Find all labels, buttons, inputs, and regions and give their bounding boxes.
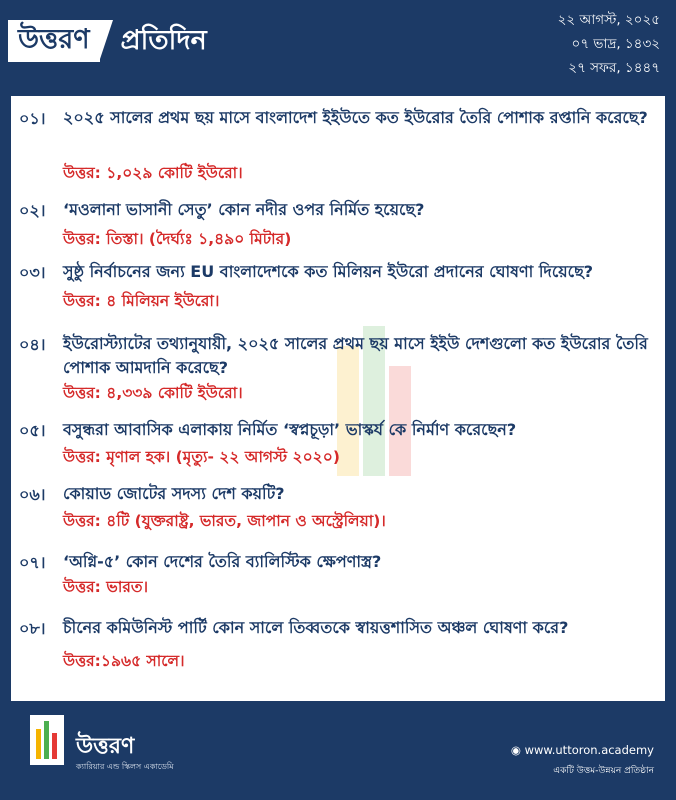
question-number: ০৫। <box>19 421 46 440</box>
answer-text: উত্তর: তিস্তা। (দৈর্ঘ্যঃ ১,৪৯০ মিটার) <box>63 230 292 248</box>
answer-text: উত্তর: ভারত। <box>63 578 149 596</box>
question-number: ০৭। <box>19 553 46 572</box>
brand-slash-shape <box>99 20 113 62</box>
question-text: বসুন্ধরা আবাসিক এলাকায় নির্মিত ‘স্বপ্নচূড়া’ ভাস্কর্য কে নির্মাণ করেছেন? <box>63 420 517 439</box>
brand-part2: প্রতিদিন <box>120 25 207 56</box>
question-number: ০৪। <box>19 335 46 354</box>
question-text: ২০২৫ সালের প্রথম ছয় মাসে বাংলাদেশ ইইউতে কত ইউরোর তৈরি পোশাক রপ্তানি করেছে? <box>63 108 648 127</box>
question-text: ইউরোস্ট্যাটের তথ্যানুযায়ী, ২০২৫ সালের প্রথম ছয় মাসে ইইউ দেশগুলো কত ইউরোর তৈরি পোশাক আমদানি করেছে? <box>63 334 648 377</box>
globe-icon: ◉ <box>510 743 521 757</box>
footer-tagline: একটি উত্তম-উন্নয়ন প্রতিষ্ঠান <box>553 766 654 776</box>
answer-text: উত্তর: মৃণাল হক। (মৃত্যু- ২২ আগস্ট ২০২০) <box>63 448 340 466</box>
question-number: ০৮। <box>19 619 46 638</box>
date-gregorian: ২২ আগস্ট, ২০২৫ <box>557 12 660 28</box>
question-text: ‘মওলানা ভাসানী সেতু’ কোন নদীর ওপর নির্মিত হয়েছে? <box>63 200 425 219</box>
header <box>0 0 676 92</box>
footer <box>0 701 676 800</box>
question-number: ০২। <box>19 201 46 220</box>
brand-logo <box>8 20 207 62</box>
answer-text: উত্তর: ৪,৩৩৯ কোটি ইউরো। <box>63 384 243 402</box>
logo-name: উত্তরণ <box>76 734 135 759</box>
question-text: সুষ্ঠু নির্বাচনের জন্য EU বাংলাদেশকে কত মিলিয়ন ইউরো প্রদানের ঘোষণা দিয়েছে? <box>63 262 594 281</box>
uttoron-logo-icon <box>30 715 64 765</box>
answer-text: উত্তর: ৪ মিলিয়ন ইউরো। <box>63 292 220 310</box>
question-text: কোয়াড জোটের সদস্য দেশ কয়টি? <box>63 484 285 503</box>
date-hijri: ২৭ সফর, ১৪৪৭ <box>568 60 660 76</box>
question-text: ‘অগ্নি-৫’ কোন দেশের তৈরি ব্যালিস্টিক ক্ষেপণাস্ত্র? <box>63 552 382 571</box>
website-link[interactable] <box>511 743 654 757</box>
question-number: ০৬। <box>19 485 46 504</box>
answer-text: উত্তর: ৪টি (যুক্তরাষ্ট্র, ভারত, জাপান ও অস্ট্রেলিয়া)। <box>63 512 386 530</box>
question-text: চীনের কমিউনিস্ট পার্টি কোন সালে তিব্বতকে স্বায়ত্তশাসিত অঞ্চল ঘোষণা করে? <box>63 618 569 637</box>
qa-panel <box>11 96 665 701</box>
question-number: ০৩। <box>19 263 46 282</box>
logo-tagline: ক্যারিয়ার এন্ড স্কিলস একাডেমি <box>76 762 174 771</box>
website-text: www.uttoron.academy <box>524 743 654 757</box>
date-block <box>558 8 660 80</box>
date-bangla: ০৭ ভাদ্র, ১৪৩২ <box>571 36 660 52</box>
answer-text: উত্তর: ১,০২৯ কোটি ইউরো। <box>63 164 243 182</box>
question-number: ০১। <box>19 109 46 128</box>
answer-text: উত্তর:১৯৬৫ সালে। <box>63 652 185 670</box>
brand-part1: উত্তরণ <box>8 20 100 62</box>
